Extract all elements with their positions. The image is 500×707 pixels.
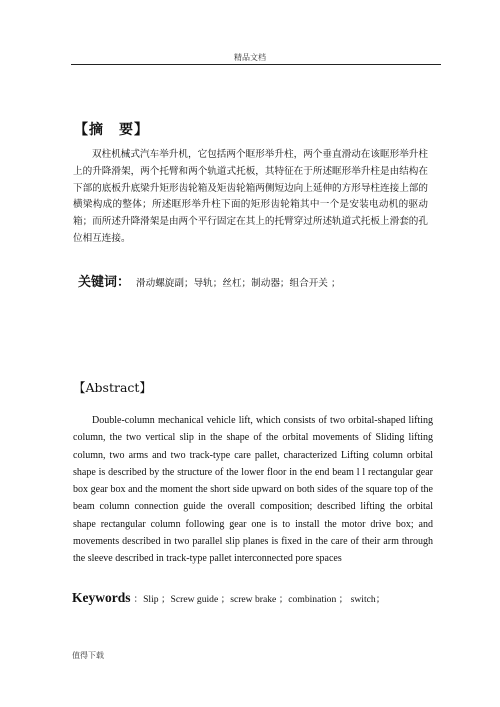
- chinese-abstract-heading: 【摘 要】: [74, 122, 149, 138]
- chinese-keywords-label: 关键词：: [78, 275, 131, 290]
- english-keywords: [72, 589, 385, 607]
- english-keywords-text: ：Slip ；Screw guide ；screw brake ；combination ； switch；: [133, 594, 386, 605]
- english-keywords-label: Keywords: [72, 590, 131, 605]
- header-divider: [71, 64, 441, 65]
- chinese-keywords: [78, 271, 341, 290]
- chinese-abstract-body: 双柱机械式汽车举升机，它包括两个眶形举升柱，两个垂直滑动在该眶形举升柱上的升降滑架，两个托臂和两个轨道式托板，其特征在于所述眶形举升柱是由结构在下部的底板升底梁升矩形齿轮箱及矩齿轮箱两侧短边向上延伸的方形导柱连接上部的横梁构成的整体；所述眶形举升柱下面的矩形齿轮箱其中一个是安装电动机的驱动箱；而所述升降滑架是由两个平行固定在其上的托臂穿过所述轨道式托板上滑套的孔位相互连接。: [73, 149, 428, 244]
- page-footer: 值得下载: [72, 651, 104, 660]
- english-abstract-heading: 【Abstract】: [73, 380, 152, 395]
- english-abstract-body: Double-column mechanical vehicle lift, which consists of two orbital-shaped lifting column, the two vertical slip in the shape of the orbital movements of Sliding lifting column, two arms and two track-type care pallet, characterized Lifting column orbital shape is described by the structure of the lower floor in the end beam l l rectangular gear box gear box and the moment the short side upward on both sides of the square top of the beam column connection guide the overall composition; described lifting the orbital shape rectangular column following gear one is to install the motor drive box; and movements described in two parallel slip planes is fixed in the care of their arm through the sleeve described in track-type pallet interconnected pore spaces: [73, 415, 433, 565]
- chinese-keywords-text: 滑动螺旋副；导轨；丝杠；制动器；组合开关 ；: [136, 278, 341, 289]
- page-header: 精品文档: [234, 53, 266, 62]
